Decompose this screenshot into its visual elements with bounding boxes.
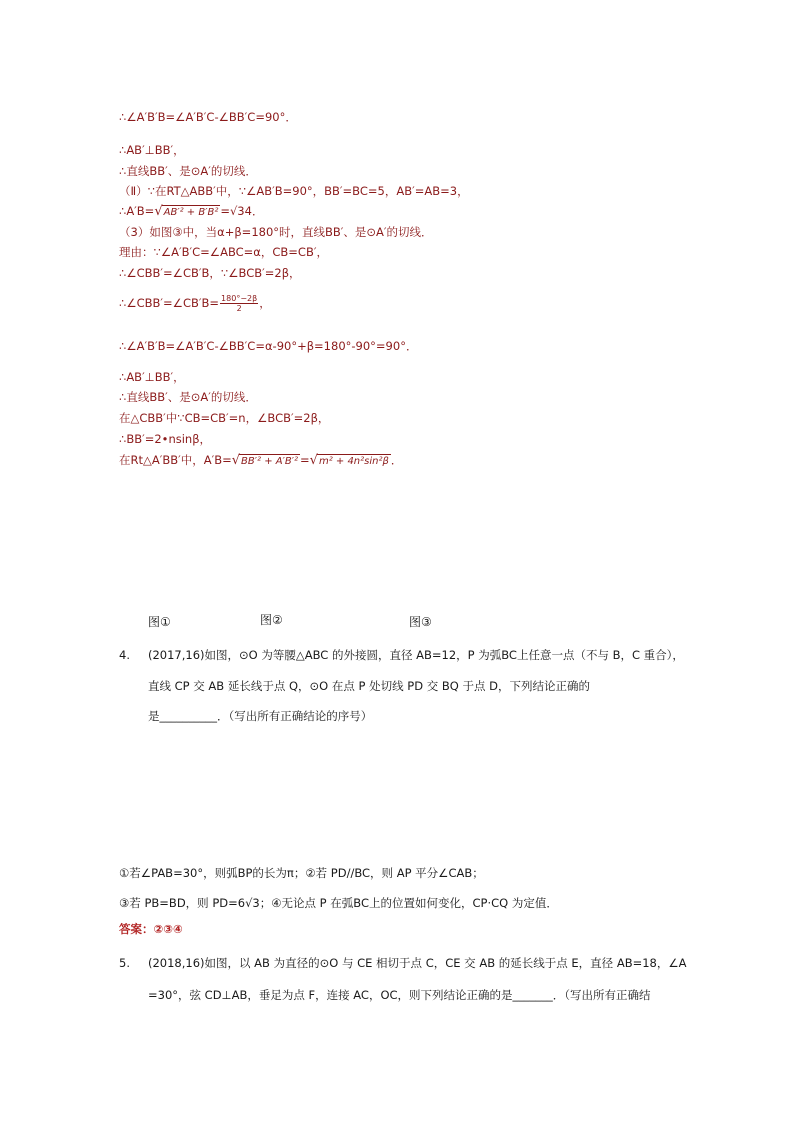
q4-line-3: 是__________．（写出所有正确结论的序号） — [148, 709, 373, 723]
q4-number: 4. — [119, 648, 130, 662]
solution-line-10: ∴∠A′B′B=∠A′B′C-∠BB′C=α-90°+β=180°-90°=90°． — [119, 339, 418, 353]
solution-line-9 — [119, 294, 271, 313]
fig1-label: 图① — [148, 615, 171, 629]
solution-line-3: ∴直线BB′、是⊙A′的切线． — [119, 164, 257, 178]
q4-figure — [0, 730, 794, 840]
fraction — [220, 294, 258, 313]
solution-line-15-radicand-1: BB′² + A′B′² — [241, 456, 299, 467]
fig3-label: 图③ — [409, 615, 432, 629]
solution-line-15-pre: 在Rt△A′BB′中，A′B= — [119, 453, 232, 467]
solution-line-14: ∴BB′=2•nsinβ， — [119, 432, 212, 446]
solution-line-7: 理由：∵∠A′B′C=∠ABC=α，CB=CB′， — [119, 245, 328, 259]
q4-answer: 答案：②③④ — [119, 922, 183, 936]
solution-line-5-value: √34 — [229, 204, 252, 218]
solution-line-8: ∴∠CBB′=∠CB′B，∵∠BCB′=2β， — [119, 266, 301, 280]
q4-options-2: ③若 PB=BD，则 PD=6√3；④无论点 P 在弧BC上的位置如何变化，CP·CQ 为定值． — [119, 896, 558, 910]
solution-line-6: （3）如图③中，当α+β=180°时，直线BB′、是⊙A′的切线． — [119, 225, 433, 239]
solution-line-9-pre: ∴∠CBB′=∠CB′B= — [119, 296, 220, 310]
solution-line-5: ∴A′B=√AB′² + B′B² =√34． — [119, 204, 264, 219]
q5-line-1: (2018,16)如图，以 AB 为直径的⊙O 与 CE 相切于点 C，CE 交 AB 的延长线于点 E，直径 AB=18，∠A — [148, 956, 687, 970]
solution-line-13: 在△CBB′中∵CB=CB′=n，∠BCB′=2β， — [119, 411, 330, 425]
fraction-denominator: 2 — [236, 304, 242, 313]
q4-line-1: (2017,16)如图，⊙O 为等腰△ABC 的外接圆，直径 AB=12，P 为弧BC上任意一点（不与 B，C 重合）， — [148, 648, 684, 662]
fraction-numerator: 180°−2β — [221, 294, 258, 303]
solution-line-5-radicand: AB′² + B′B² — [163, 207, 219, 218]
fig2-label: 图② — [260, 613, 283, 627]
solution-line-15: 在Rt△A′BB′中，A′B=√BB′² + A′B′² =√m² + 4n²sin²β ． — [119, 453, 403, 468]
solution-line-5-end: ． — [251, 204, 264, 218]
solution-line-1: ∴∠A′B′B=∠A′B′C-∠BB′C=90°． — [119, 110, 297, 124]
solution-line-15-end: ． — [390, 453, 403, 467]
q5-number: 5. — [119, 956, 130, 970]
solution-line-4: （Ⅱ）∵在RT△ABB′中，∵∠AB′B=90°，BB′=BC=5，AB′=AB=3， — [119, 184, 469, 198]
solution-line-12: ∴直线BB′、是⊙A′的切线． — [119, 390, 257, 404]
geometry-figures — [0, 475, 794, 675]
q4-line-2: 直线 CP 交 AB 延长线于点 Q，⊙O 在点 P 处切线 PD 交 BQ 于点 D，下列结论正确的 — [148, 679, 591, 693]
solution-line-15-radicand-2: m² + 4n²sin²β — [318, 456, 389, 467]
q4-options-1: ①若∠PAB=30°，则弧BP的长为π；②若 PD//BC，则 AP 平分∠CAB； — [119, 866, 484, 880]
solution-line-5-pre: ∴A′B= — [119, 204, 155, 218]
solution-line-2: ∴AB′⊥BB′， — [119, 143, 185, 157]
solution-line-15-eq: = — [300, 453, 310, 467]
solution-line-9-end: ， — [259, 296, 271, 310]
solution-line-11: ∴AB′⊥BB′， — [119, 370, 185, 384]
q5-line-2: =30°，弦 CD⊥AB，垂足为点 F，连接 AC，OC，则下列结论正确的是_______．（写出所有正确结 — [148, 988, 651, 1002]
solution-line-5-eq: = — [220, 204, 230, 218]
